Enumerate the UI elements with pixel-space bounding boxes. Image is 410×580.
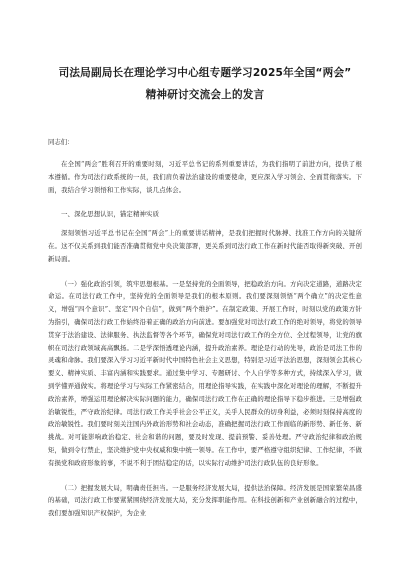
- title-line-1: 司法局副局长在理论学习中心组专题学习2025年全国“两会”: [58, 67, 352, 79]
- page-title: [48, 62, 362, 106]
- section-1-paragraph-1: 深刻领悟习近平总书记在全国“两会”上的重要讲话精神，是我们把握时代脉搏、找准工作方向的关键所在。这不仅关系到我们能否准确贯彻党中央决策部署，更关系到司法行政工作在新时代能否取得新突破、开创新局面。: [48, 229, 362, 263]
- title-line-2: 精神研讨交流会上的发言: [145, 89, 265, 101]
- section-1-heading: 一、深化思想认识，锚定精神实质: [61, 210, 160, 219]
- greeting: 同志们：: [48, 138, 74, 146]
- section-1-paragraph-2: （一）强化政治引领，筑牢思想根基。一是坚持党的全面领导，把稳政治方向。方向决定道路，道路决定命运。在司法行政工作中，坚持党的全面领导是我们的根本原则。我们要深刻领悟“两个确立”的决定性意义，增强“四个意识”、坚定“四个自信”，做到“两个维护”。在制定政策、开展工作时，时刻以党的政策方针为指引，确保司法行政工作始终沿着正确的政治方向前进。要加强党对司法行政工作的绝对领导，将党的领导贯穿于法治建设、法律服务、执法监督等各个环节，确保党对司法行政工作的全方位、全过程领导，让党的旗帜在司法行政领域高高飘扬。二是学深悟透理论内涵，提升政治素养。理论是行动的先导，政治是司法工作的灵魂和命脉。我们要深入学习习近平新时代中国特色社会主义思想，特别是习近平法治思想，深刻领会其核心要义、精神实质、丰富内涵和实践要求。通过集中学习、专题研讨、个人自学等多种方式，持续深入学习，做到学懂弄通做实。将理论学习与实际工作紧密结合，用理论指导实践，在实践中深化对理论的理解，不断提升政治素养，增强运用理论解决实际问题的能力，确保司法行政工作在正确的理论指导下稳步推进。三是增强政治敏锐性，严守政治纪律。司法行政工作关乎社会公平正义，关乎人民群众的切身利益，必须时刻保持高度的政治敏锐性。我们要时刻关注国内外政治形势和社会动态，准确把握司法行政工作面临的新形势、新任务、新挑战。对可能影响政治稳定、社会和谐的问题，要及时发现、提前预警、妥善处理。严守政治纪律和政治规矩，做到令行禁止，坚决维护党中央权威和集中统一领导。在工作中，要严格遵守组织纪律、工作纪律，不做有损党和政府形象的事，不说不利于团结稳定的话，以实际行动维护司法行政队伍的良好形象。: [48, 279, 362, 467]
- section-1-paragraph-3: （二）把握发展大局，明确责任担当。一是服务经济发展大局，提供法治保障。经济发展是国家繁荣昌盛的基础，司法行政工作要紧紧围绕经济发展大局，充分发挥职能作用。在科技创新和产业创新融合的过程中，我们要加强知识产权保护，为企业: [48, 483, 362, 518]
- intro-paragraph: 在全国“两会”胜利召开的重要时刻，习近平总书记的系列重要讲话，为我们指明了前进方向，提供了根本遵循。作为司法行政系统的一员，我们肩负着法治建设的重要使命，更应深入学习领会、全面贯彻落实。下面，我结合学习领悟和工作实际，谈几点体会。: [48, 160, 362, 194]
